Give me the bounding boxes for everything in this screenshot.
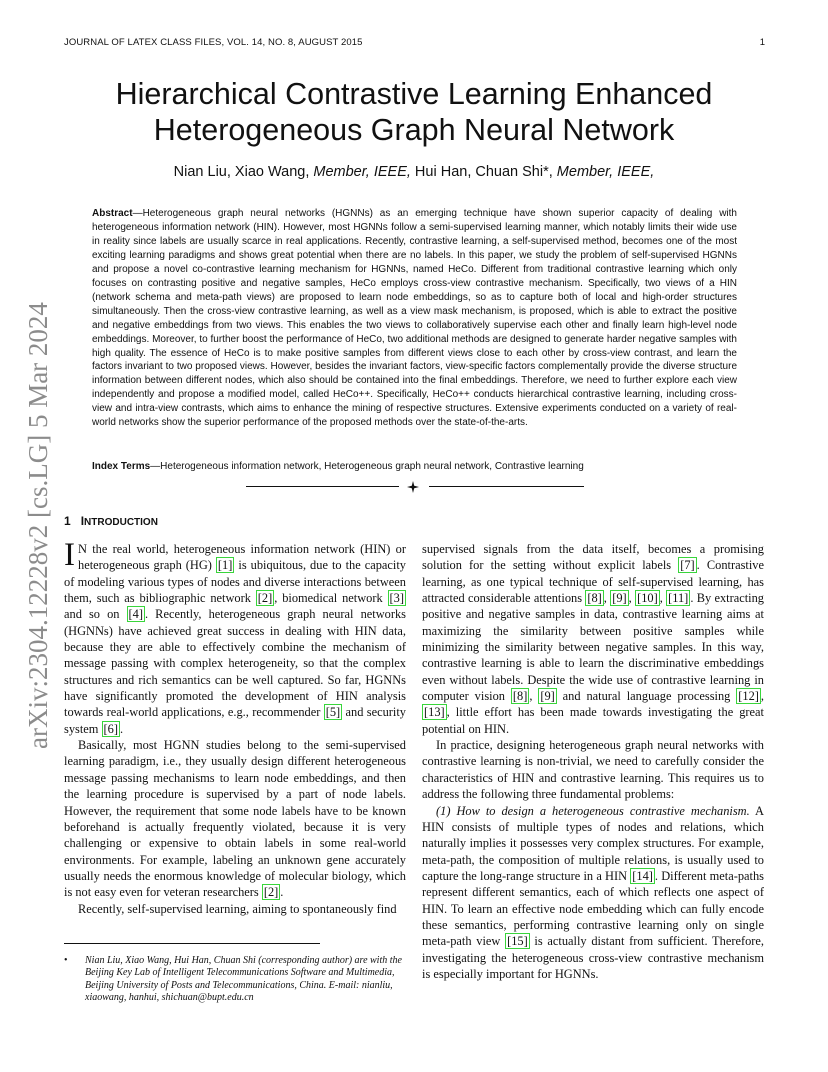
diamond-icon xyxy=(407,481,419,493)
section-title-rest: NTRODUCTION xyxy=(84,517,158,528)
running-header: JOURNAL OF LATEX CLASS FILES, VOL. 14, NO. 8, AUGUST 2015 xyxy=(64,37,363,48)
citation-link[interactable]: [4] xyxy=(128,607,143,622)
abstract xyxy=(92,207,737,430)
section-heading xyxy=(64,514,158,528)
section-separator xyxy=(246,480,584,494)
first-word-rest: N xyxy=(78,542,87,556)
separator-line-right xyxy=(429,486,584,487)
citation-link[interactable]: [12] xyxy=(738,689,759,704)
citation-link[interactable]: [9] xyxy=(612,591,627,606)
paragraph-3-start xyxy=(64,901,406,917)
author-list xyxy=(60,164,768,180)
paragraph-text: . xyxy=(119,721,124,736)
citation-link[interactable]: [2] xyxy=(257,591,273,606)
paragraph-text: the real world, heterogeneous information network (HIN) or heterogeneous graph (HG) xyxy=(78,542,406,573)
paragraph-2 xyxy=(64,737,406,900)
citation-link[interactable]: [10] xyxy=(637,591,658,606)
paragraph-text: supervised signals from the data itself, becomes a promising solution for the setting without explicit labels xyxy=(422,542,764,573)
paragraph-text: , xyxy=(760,689,765,704)
paragraph-5 xyxy=(422,803,764,983)
citation-link[interactable]: [5] xyxy=(325,705,341,720)
citation-link[interactable]: [11] xyxy=(668,591,689,606)
page-number: 1 xyxy=(759,37,765,48)
index-terms-label: Index Terms xyxy=(92,461,151,472)
title-line-2: Heterogeneous Graph Neural Network xyxy=(153,113,675,147)
author-role-2: Member, IEEE, xyxy=(556,164,655,180)
left-column xyxy=(64,537,407,917)
paragraph-3-continued xyxy=(422,541,764,737)
paragraph-text: , little effort has been made towards investigating the great potential on HIN. xyxy=(422,705,764,736)
right-column xyxy=(422,541,764,982)
title-line-1: Hierarchical Contrastive Learning Enhanced xyxy=(115,77,713,111)
section-number: 1 xyxy=(64,514,71,528)
paragraph-text: . Recently, heterogeneous graph neural networks (HGNNs) have achieved great success in dealing with HIN data, because they are able to effectively combine the mechanism of message passing with complex heterogeneity, so that the complex structures and rich semantics can be well captured. So far, HGNNs have significantly promoted the development of HIN analysis towards real-world applications, e.g., recommender xyxy=(64,607,406,720)
paragraph-text: is actually distant from sufficient. Therefore, investigating the heterogeneous cross-view contrastive mechanism is especially important for HGNNs. xyxy=(422,934,764,981)
paragraph-text: . Different meta-paths represent different semantics, each of which reflects one aspect of HIN. To learn an effective node embedding which can fully encode these semantics, performing contrastive learning only on single meta-path view xyxy=(422,868,764,949)
index-terms xyxy=(92,460,737,474)
footnote-rule xyxy=(64,943,320,944)
citation-link[interactable]: [9] xyxy=(540,689,555,704)
paragraph-text: , xyxy=(603,591,611,606)
paragraph-text: . By extracting positive and negative samples in data, contrastive learning aims at maximizing the similarity between positive samples while minimizing the similarity between negative samples. In this way, contrastive learning is able to learn the discriminative embeddings even without labels. Despite the wide use of contrastive learning in computer vision xyxy=(422,591,765,704)
footnote xyxy=(64,955,406,1004)
paragraph-text: and so on xyxy=(64,607,127,622)
paper-title xyxy=(60,76,768,148)
authors-part-1: Nian Liu, Xiao Wang, xyxy=(173,164,314,180)
citation-link[interactable]: [1] xyxy=(217,558,233,573)
citation-link[interactable]: [7] xyxy=(680,558,695,573)
citation-link[interactable]: [8] xyxy=(512,689,528,704)
author-role-1: Member, IEEE, xyxy=(313,164,411,180)
abstract-label: Abstract xyxy=(92,208,133,219)
arxiv-identifier: arXiv:2304.12228v2 [cs.LG] 5 Mar 2024 xyxy=(23,302,53,749)
paragraph-text: is ubiquitous, due to the capacity of modeling various types of nodes and diverse interactions between them, such as bibliographic network xyxy=(64,558,406,606)
paragraph-text: and natural language processing xyxy=(556,689,737,704)
paragraph-text: Basically, most HGNN studies belong to the semi-supervised learning paradigm, i.e., they usually design different heterogeneous message passing mechanisms to learn node embeddings, and then the learning procedure is supervised by a part of node labels. However, the requirement that some node labels have to be known beforehand is actually frequently violated, because it is very challenging or expensive to obtain labels in some real-world environments. For example, labeling an unknown gene accurately usually needs the enormous knowledge of molecular biology, which is not easy even for veteran researchers xyxy=(64,738,406,900)
paragraph-1 xyxy=(64,537,407,737)
citation-link[interactable]: [8] xyxy=(587,591,602,606)
paragraph-text: and security system xyxy=(64,705,407,736)
citation-link[interactable]: [3] xyxy=(389,591,404,606)
paragraph-text: , xyxy=(659,591,667,606)
separator-line-left xyxy=(246,486,399,487)
citation-link[interactable]: [15] xyxy=(507,934,528,949)
citation-link[interactable]: [13] xyxy=(424,705,445,720)
paragraph-text: , xyxy=(628,591,636,606)
abstract-text: —Heterogeneous graph neural networks (HGNNs) as an emerging technique have shown superior capacity of dealing with heterogeneous information network (HIN). However, most HGNNs follow a semi-supervised learning manner, which notably limits their wide use in reality since labels are usually scarce in real applications. Recently, contrastive learning, a self-supervised method, becomes one of the most exciting learning paradigms and shows great potential when there are no labels. In this paper, we study the problem of self-supervised HGNNs and propose a novel co-contrastive learning mechanism for HGNNs, named HeCo. Different from traditional contrastive learning which only focuses on contrasting positive and negative samples, HeCo employs cross-view contrastive mechanism. Specifically, two views of a HIN (network schema and meta-path views) are proposed to learn node embeddings, so as to capture both of local and high-order structures simultaneously. Then the cross-view contrastive learning, as well as a view mask mechanism, is proposed, which is able to extract the positive and negative embeddings from two views. This enables the two views to collaboratively supervise each other and finally learn high-level node embeddings. Moreover, to further boost the performance of HeCo, two additional methods are designed to generate harder negative samples with high quality. The essence of HeCo is to make positive samples from different views close to each other by cross-view contrast, and learn the factors invariant to two proposed views. However, besides the invariant factors, view-specific factors complementally provide the diverse structure information between different nodes, which also should be contained into the final embeddings. Therefore, we need to further explore each view independently and propose a modified model, called HeCo++. Specifically, HeCo++ conducts hierarchical contrastive learning, including cross-view and intra-view contrasts, which aims to enhance the mining of respective structures. Extensive experiments conducted on a variety of real-world networks show the superior performance of the proposed methods over the state-of-the-arts. xyxy=(92,208,737,429)
citation-link[interactable]: [6] xyxy=(103,721,118,736)
paragraph-text: A HIN consists of multiple types of nodes and relations, which naturally implies it possesses very complex structures. For example, meta-path, the composition of multiple relations, is usually used to capture the long-range structure in a HIN xyxy=(422,803,764,883)
index-terms-text: —Heterogeneous information network, Heterogeneous graph neural network, Contrastive learning xyxy=(150,461,584,472)
drop-cap: I xyxy=(64,537,75,573)
paragraph-text: Recently, self-supervised learning, aiming to spontaneously find xyxy=(78,901,397,916)
paragraph-4 xyxy=(422,737,764,802)
citation-link[interactable]: [14] xyxy=(632,868,653,883)
paragraph-text: , biomedical network xyxy=(274,591,388,606)
paragraph-text: In practice, designing heterogeneous graph neural networks with contrastive learning is non-trivial, we need to carefully consider the characteristics of HIN and contrastive learning. This requires us to address the following three fundamental problems: xyxy=(422,738,764,802)
section-title-initial: I xyxy=(80,514,85,528)
paragraph-text: . Contrastive learning, as one typical technique of self-supervised learning, has attracted considerable attentions xyxy=(422,558,764,606)
footnote-bullet: • xyxy=(64,955,68,966)
paragraph-text: , xyxy=(529,689,539,704)
footnote-text: Nian Liu, Xiao Wang, Hui Han, Chuan Shi (corresponding author) are with the Beijing Key Lab of Intelligent Telecommunications Software and Multimedia, Beijing University of Posts and Telecommunications, China. E-mail: nianliu, xiaowang, hanhui, shichuan@bupt.edu.cn xyxy=(85,955,402,1003)
paragraph-text: . xyxy=(280,885,284,900)
paragraph-text: (1) How to design a heterogeneous contrastive mechanism. xyxy=(436,803,750,818)
citation-link[interactable]: [2] xyxy=(263,885,279,900)
authors-part-2: Hui Han, Chuan Shi*, xyxy=(410,164,557,180)
